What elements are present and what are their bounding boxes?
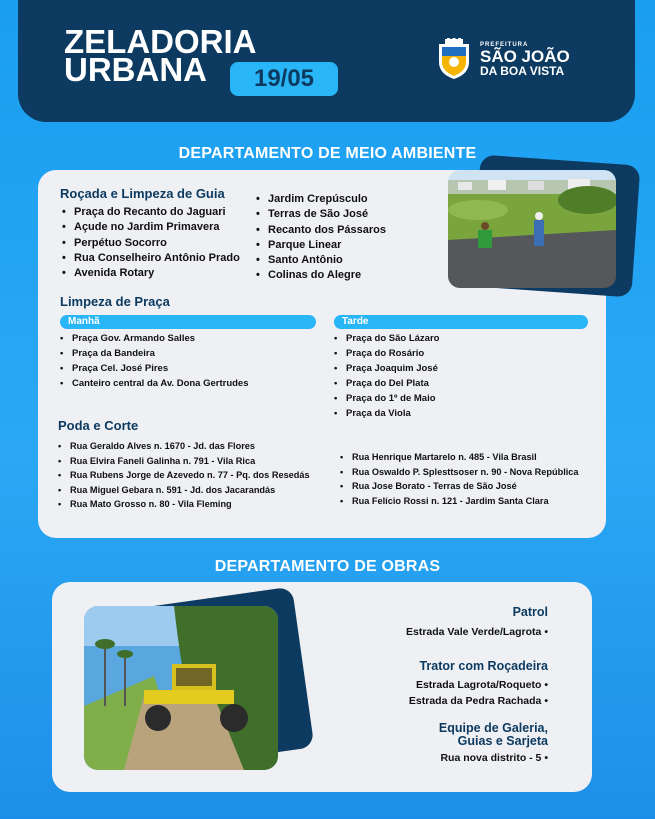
title-line-2: URBANA xyxy=(64,51,207,88)
list-item: • Rua Miguel Gebara n. 591 - Jd. dos Jacarandás xyxy=(58,483,310,498)
list-item: • Canteiro central da Av. Dona Gertrudes xyxy=(60,376,249,391)
poda-list-1 xyxy=(58,439,310,512)
list-item: • Praça Gov. Armando Salles xyxy=(60,331,249,346)
section-title-obras: DEPARTAMENTO DE OBRAS xyxy=(214,558,441,575)
list-item: • Praça da Bandeira xyxy=(60,346,249,361)
tractor-photo xyxy=(84,606,278,770)
list-item-text: Estrada Vale Verde/Lagrota xyxy=(406,626,542,638)
list-item: • Praça do Del Plata xyxy=(334,376,439,391)
workers-cleaning-photo xyxy=(448,170,616,288)
list-item: • Rua Geraldo Alves n. 1670 - Jd. das Flores xyxy=(58,439,310,454)
list-item: • Praça Joaquim José xyxy=(334,361,439,376)
list-item: • Colinas do Alegre xyxy=(256,268,386,283)
list-item-text: Estrada Lagrota/Roqueto xyxy=(415,679,542,691)
rocada-list-1 xyxy=(62,205,240,281)
tarde-label: Tarde xyxy=(334,315,588,329)
tarde-list xyxy=(334,331,439,421)
poda-heading: Poda e Corte xyxy=(58,418,139,433)
list-item-text: Rua nova distrito - 5 xyxy=(440,752,542,764)
logo-line-1: SÃO JOÃO xyxy=(480,47,570,66)
galeria-heading-line-1: Equipe de Galeria, xyxy=(438,721,548,735)
prefeitura-logo xyxy=(436,38,646,84)
list-item: • Açude no Jardim Primavera xyxy=(62,220,240,235)
list-item: • Rua Felício Rossi n. 121 - Jardim Santa Clara xyxy=(340,494,579,509)
list-item: • Rua Henrique Martarelo n. 485 - Vila Brasil xyxy=(340,450,579,465)
manha-label: Manhã xyxy=(60,315,316,329)
limpeza-praca-heading: Limpeza de Praça xyxy=(60,294,170,309)
list-item: • Praça do Rosário xyxy=(334,346,439,361)
list-item: • Praça do São Lázaro xyxy=(334,331,439,346)
list-item: • Rua Conselheiro Antônio Prado xyxy=(62,251,240,266)
list-item: • Praça do 1º de Maio xyxy=(334,391,439,406)
list-item: • Perpétuo Socorro xyxy=(62,236,240,251)
list-item: • Rua Jose Borato - Terras de São José xyxy=(340,479,579,494)
list-item: • Rua Mato Grosso n. 80 - Vila Fleming xyxy=(58,497,310,512)
patrol-heading: Patrol xyxy=(512,605,548,619)
list-item-text: Estrada da Pedra Rachada xyxy=(408,695,542,707)
date-badge: 19/05 xyxy=(230,62,338,96)
list-item: • Praça da Viola xyxy=(334,406,439,421)
trator-heading: Trator com Roçadeira xyxy=(419,659,548,673)
list-item: • Jardim Crepúsculo xyxy=(256,192,386,207)
page-title xyxy=(64,23,257,88)
list-item: Estrada Lagrota/Roqueto • xyxy=(415,679,548,691)
logo-prefix: PREFEITURA xyxy=(480,42,529,48)
list-item: Estrada da Pedra Rachada • xyxy=(408,695,548,707)
list-item: Rua nova distrito - 5 • xyxy=(440,752,548,764)
list-item: • Praça Cel. José Pires xyxy=(60,361,249,376)
logo-line-2: DA BOA VISTA xyxy=(480,64,565,78)
list-item: • Avenida Rotary xyxy=(62,266,240,281)
list-item: • Recanto dos Pássaros xyxy=(256,223,386,238)
list-item: • Parque Linear xyxy=(256,238,386,253)
section-title-meio-ambiente: DEPARTAMENTO DE MEIO AMBIENTE xyxy=(178,145,477,162)
list-item: • Rua Oswaldo P. Splesttsoser n. 90 - Nova República xyxy=(340,465,579,480)
rocada-heading: Roçada e Limpeza de Guia xyxy=(60,186,225,201)
list-item: • Rua Rubens Jorge de Azevedo n. 77 - Pq. dos Resedás xyxy=(58,468,310,483)
manha-list xyxy=(60,331,249,391)
workers-cleaning-image xyxy=(448,170,616,288)
list-item: Estrada Vale Verde/Lagrota • xyxy=(406,626,548,638)
list-item: • Praça do Recanto do Jaguari xyxy=(62,205,240,220)
rocada-list-2 xyxy=(256,192,386,284)
list-item: • Rua Elvira Faneli Galinha n. 791 - Vila Rica xyxy=(58,454,310,469)
list-item: • Terras de São José xyxy=(256,207,386,222)
list-item: • Santo Antônio xyxy=(256,253,386,268)
poda-list-2 xyxy=(340,450,579,508)
tractor-image xyxy=(84,606,278,770)
galeria-heading-line-2: Guias e Sarjeta xyxy=(457,734,548,748)
title-line-1: ZELADORIA xyxy=(64,23,257,60)
city-crest-icon xyxy=(436,38,472,80)
